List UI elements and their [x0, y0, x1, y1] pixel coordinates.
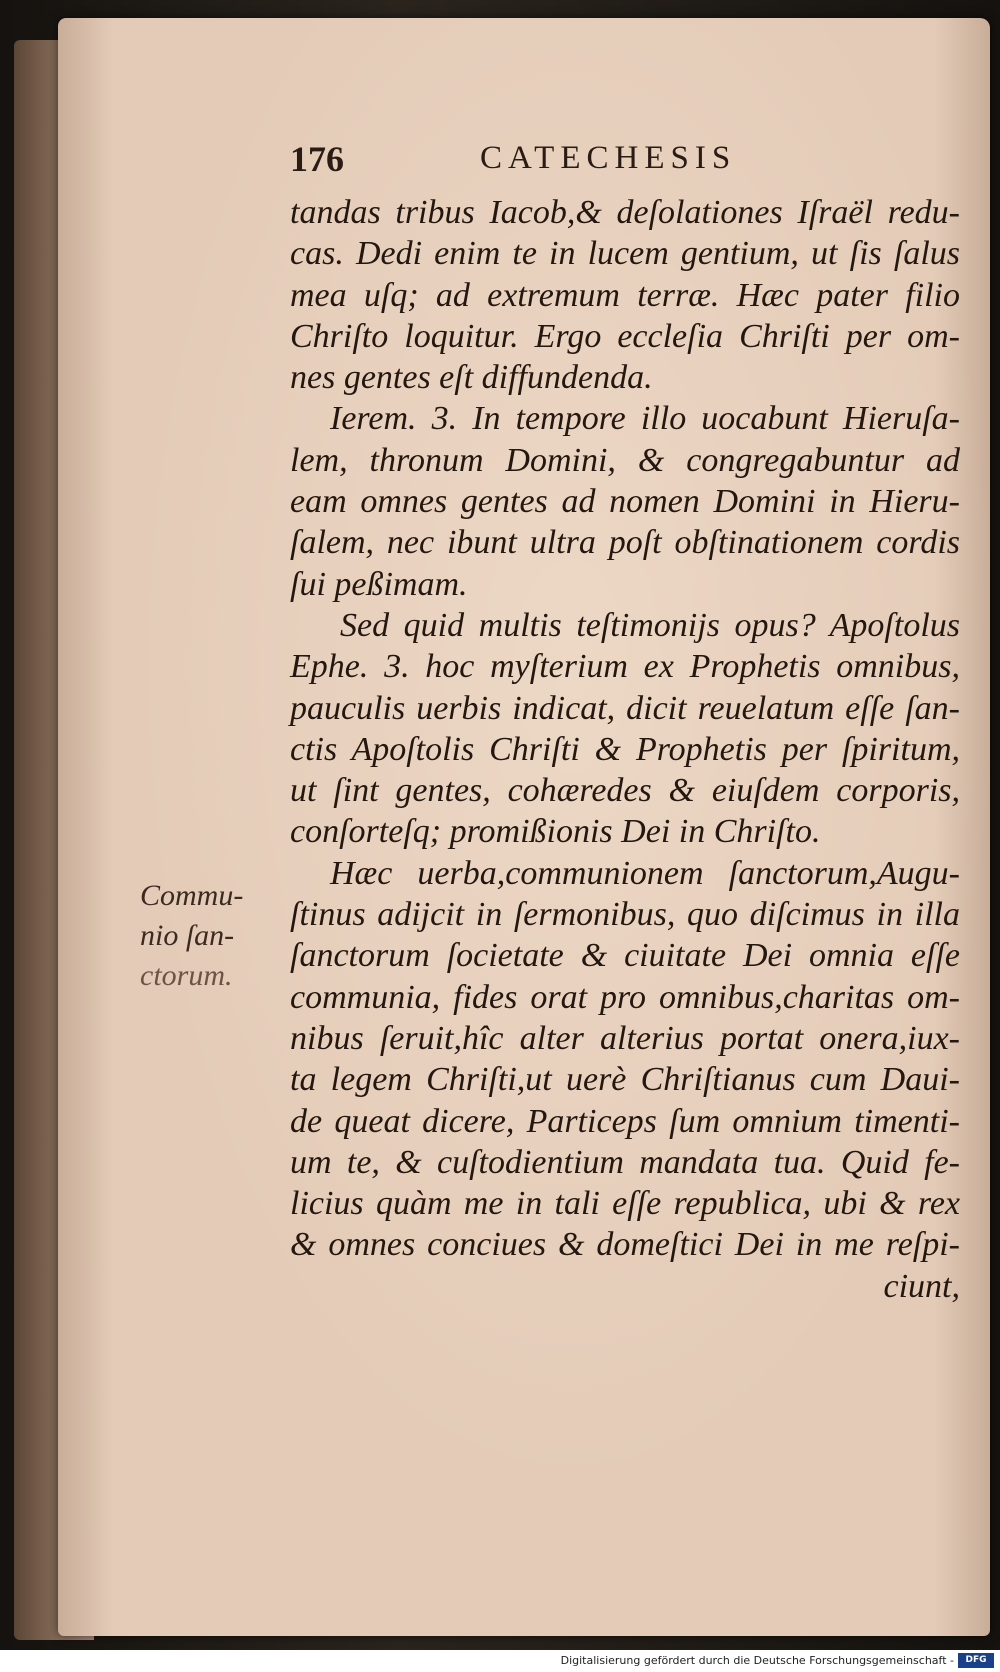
text-line: licius quàm me in tali eſſe republica, ubi & rex: [290, 1185, 960, 1223]
text-line: Hæc uerba,communionem ſanctorum,Augu-: [330, 854, 960, 892]
text-line: communia, fides orat pro omnibus,charitas om-: [290, 978, 960, 1016]
funding-credit: Digitalisierung gefördert durch die Deutsche Forschungsgemeinschaft -: [560, 1654, 954, 1667]
page-number: 176: [290, 139, 344, 179]
text-line: ctis Apoſtolis Chriſti & Prophetis per ſpiritum,: [290, 730, 960, 768]
text-line: eam omnes gentes ad nomen Domini in Hieru-: [290, 483, 960, 521]
text-line: mea uſq; ad extremum terræ. Hæc pater filio: [290, 276, 960, 314]
text-line: Chriſto loquitur. Ergo eccleſia Chriſti per om-: [290, 317, 960, 355]
body-text: [290, 192, 960, 1307]
text-line: um te, & cuſtodientium mandata tua. Quid fe-: [290, 1143, 960, 1181]
margin-note: [140, 876, 270, 996]
dfg-logo: DFG: [958, 1653, 994, 1668]
text-line: ſanctorum ſocietate & ciuitate Dei omnia eſſe: [290, 937, 960, 975]
text-line: de queat dicere, Particeps ſum omnium timenti-: [290, 1102, 960, 1140]
text-line: ta legem Chriſti,ut uerè Chriſtianus cum Daui-: [290, 1061, 960, 1099]
running-head: CATECHESIS: [480, 140, 737, 176]
text-line: ut ſint gentes, cohæredes & eiuſdem corporis,: [290, 772, 960, 810]
page-header: [290, 138, 790, 188]
text-line: ſtinus adijcit in ſermonibus, quo diſcimus in illa: [290, 896, 960, 934]
footer-bar: [0, 1650, 1000, 1672]
text-line: Ephe. 3. hoc myſterium ex Prophetis omnibus,: [290, 648, 960, 686]
text-line: nes gentes eſt diffundenda.: [290, 359, 653, 397]
text-line: pauculis uerbis indicat, dicit reuelatum eſſe ſan-: [290, 689, 960, 727]
margin-note-line: Commu-: [140, 879, 244, 912]
text-line: ſui peßimam.: [290, 565, 468, 603]
text-line: nibus ſeruit,hîc alter alterius portat onera,iux-: [290, 1019, 960, 1057]
margin-note-line: nio ſan-: [140, 919, 235, 952]
text-line: lem, thronum Domini, & congregabuntur ad: [290, 441, 960, 479]
text-line: cas. Dedi enim te in lucem gentium, ut ſis ſalus: [290, 235, 960, 273]
text-line: conſorteſq; promißionis Dei in Chriſto.: [290, 813, 821, 851]
margin-note-line: ctorum.: [140, 959, 233, 992]
text-line: & omnes conciues & domeſtici Dei in me reſpi-: [290, 1226, 960, 1264]
text-line: ſalem, nec ibunt ultra poſt obſtinationem cordis: [290, 524, 960, 562]
text-line: Sed quid multis teſtimonijs opus? Apoſtolus: [340, 606, 960, 644]
catchword: ciunt,: [883, 1267, 960, 1305]
text-line: Ierem. 3. In tempore illo uocabunt Hieruſa-: [330, 400, 960, 438]
text-line: tandas tribus Iacob,& deſolationes Iſraël redu-: [290, 194, 960, 231]
